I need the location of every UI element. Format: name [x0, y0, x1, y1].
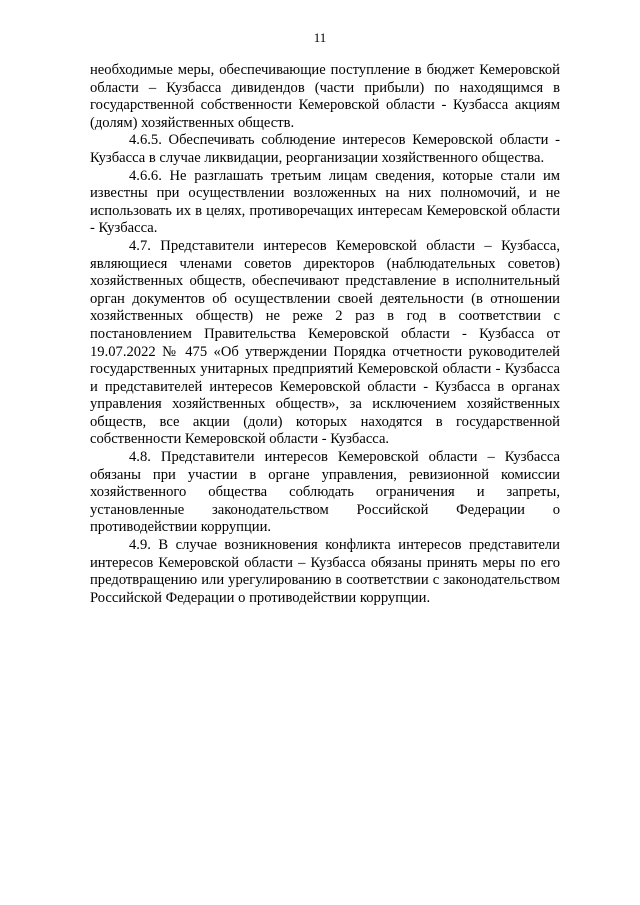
page-number: 11 [313, 30, 327, 45]
paragraph-continuation: необходимые меры, обеспечивающие поступление в бюджет Кемеровской области – Кузбасса дивидендов (части прибыли) по находящимся в государственной собственности Кемеровской области - Кузбасса акциям (долям) хозяйственных обществ. [90, 62, 560, 131]
paragraph-4-7: 4.7. Представители интересов Кемеровской области – Кузбасса, являющиеся членами советов директоров (наблюдательных советов) хозяйственных обществ, обеспечивают представление в исполнительный орган документов об осуществлении своей деятельности (в отношении хозяйственных обществ) не реже 2 раз в год в соответствии с постановлением Правительства Кемеровской области - Кузбасса от 19.07.2022 № 475 «Об утверждении Порядка отчетности руководителей государственных унитарных предприятий Кемеровской области - Кузбасса и представителей интересов Кемеровской области - Кузбасса в органах управления хозяйственных обществ», за исключением хозяйственных обществ, все акции (доли) которых находятся в государственной собственности Кемеровской области - Кузбасса. [90, 237, 560, 448]
paragraph-4-9: 4.9. В случае возникновения конфликта интересов представители интересов Кемеровской области – Кузбасса обязаны принять меры по его предотвращению или урегулированию в соответствии с законодательством Российской Федерации о противодействии коррупции. [90, 537, 560, 606]
paragraph-4-6-5: 4.6.5. Обеспечивать соблюдение интересов Кемеровской области - Кузбасса в случае ликвидации, реорганизации хозяйственного общества. [90, 132, 560, 166]
paragraph-4-8: 4.8. Представители интересов Кемеровской области – Кузбасса обязаны при участии в органе управления, ревизионной комиссии хозяйственного общества соблюдать ограничения и запреты, установленные законодательством Российской Федерации о противодействии коррупции. [90, 449, 560, 536]
document-body [90, 62, 560, 607]
paragraph-4-6-6: 4.6.6. Не разглашать третьим лицам сведения, которые стали им известны при осуществлении возложенных на них полномочий, и не использовать их в целях, противоречащих интересам Кемеровской области - Кузбасса. [90, 167, 560, 237]
